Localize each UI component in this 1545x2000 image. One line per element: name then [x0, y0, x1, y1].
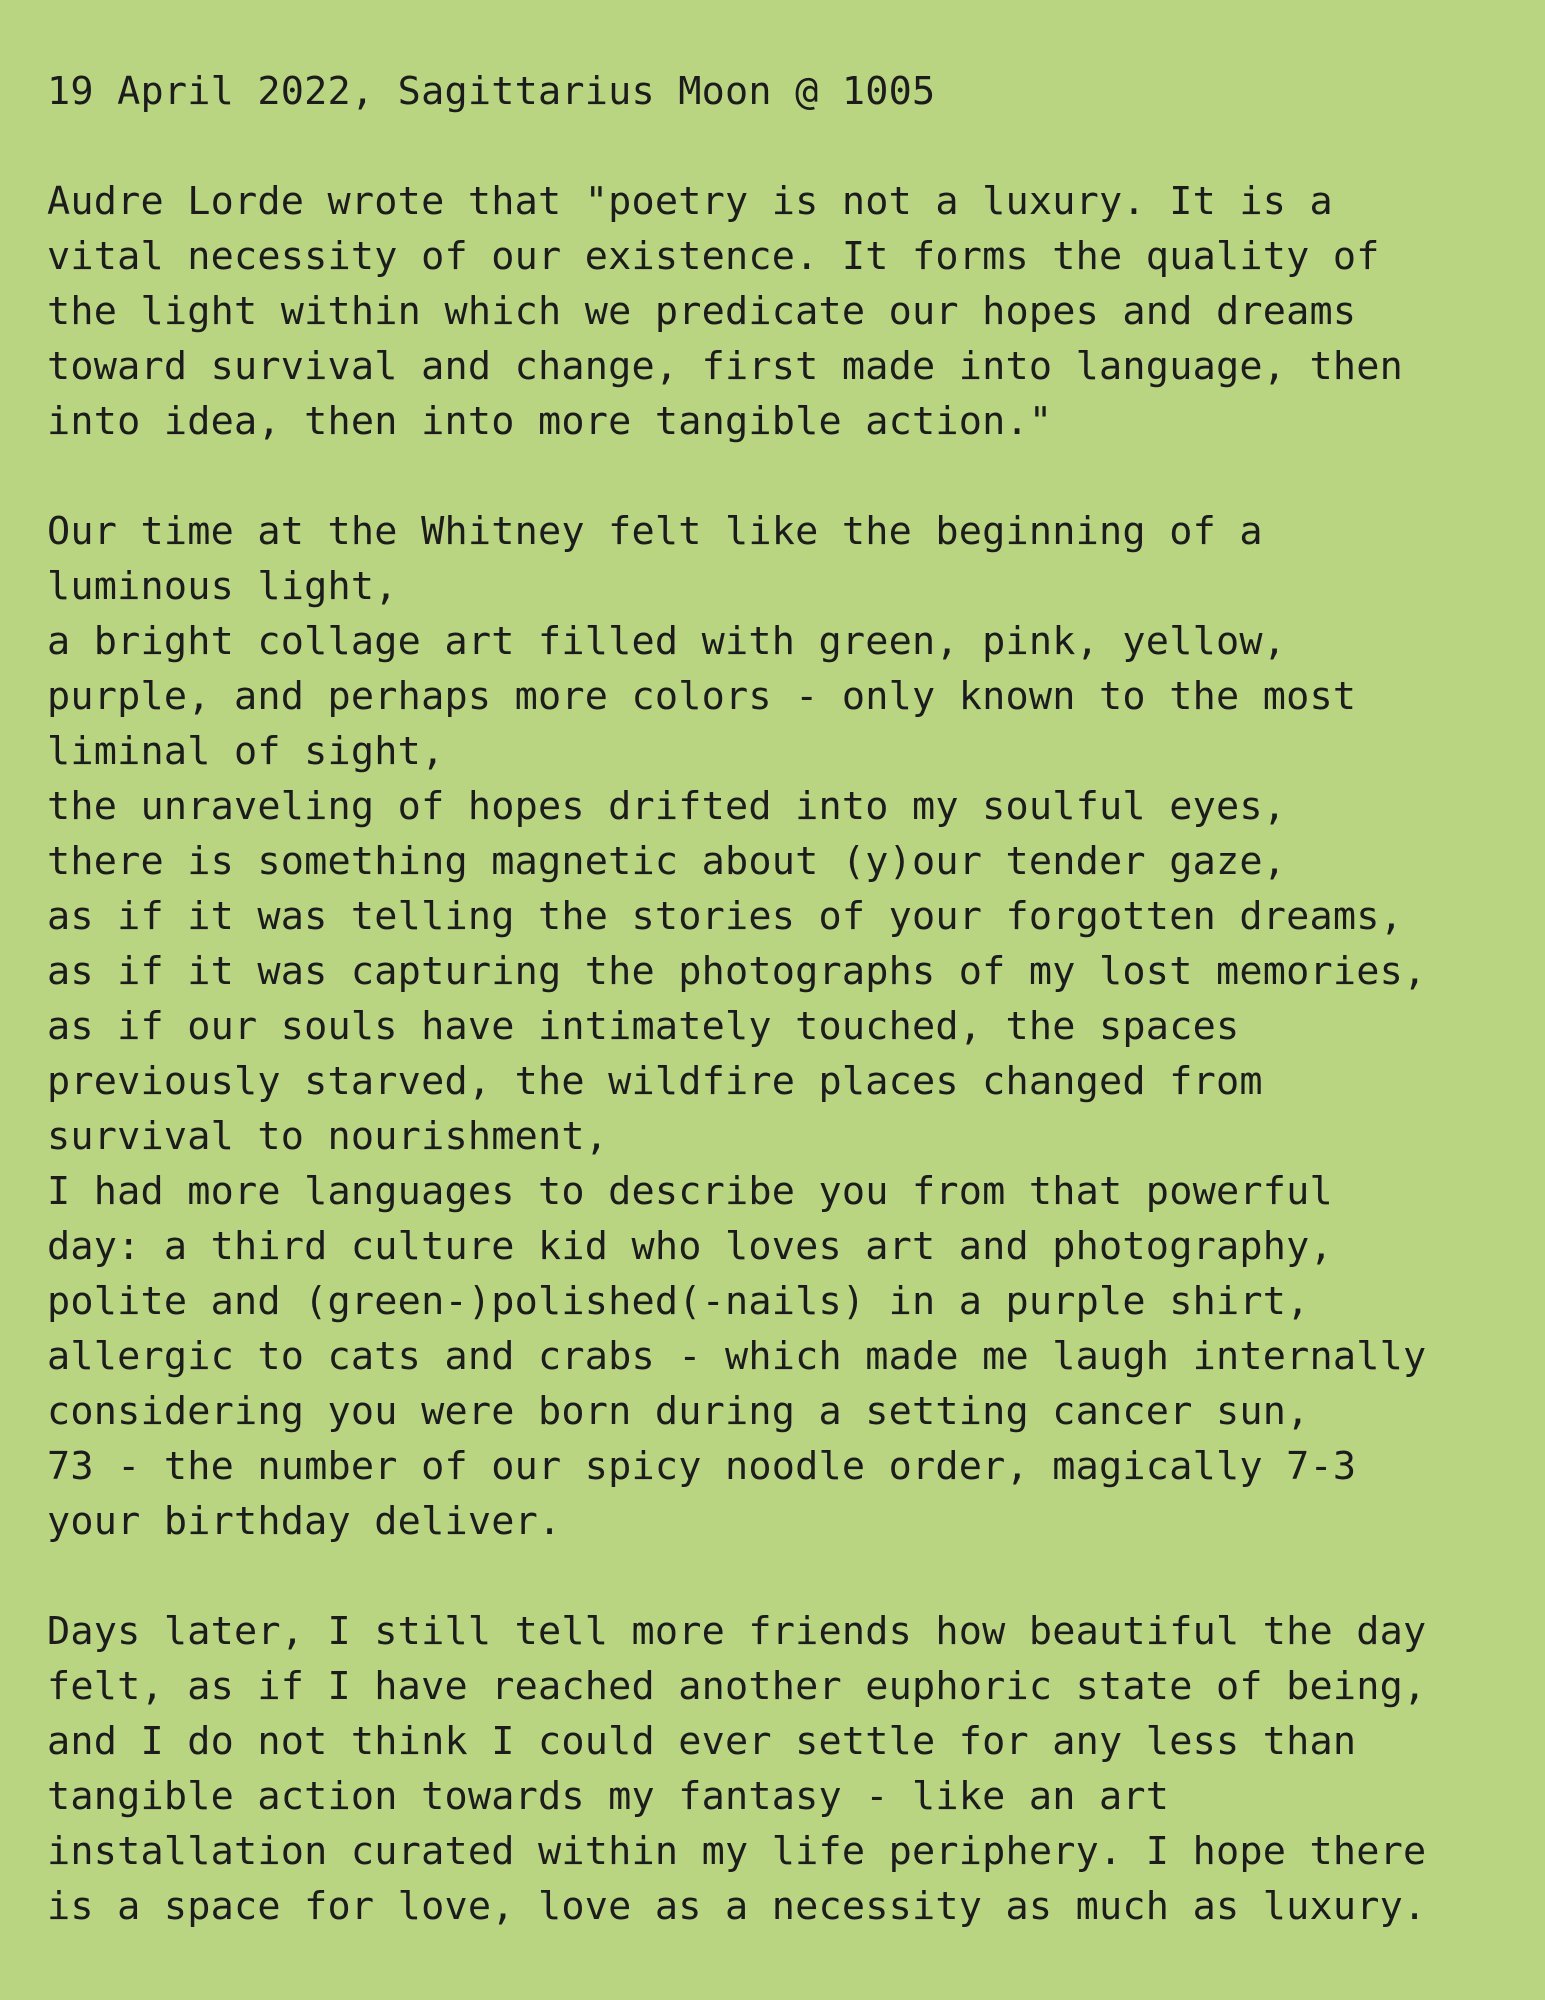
text-line: into idea, then into more tangible action." [47, 399, 1053, 444]
text-line: the light within which we predicate our hopes and dreams [47, 289, 1357, 334]
text-line: day: a third culture kid who loves art and photography, [47, 1224, 1333, 1269]
text-line: there is something magnetic about (y)our tender gaze, [47, 839, 1287, 884]
paragraph-whitney [47, 504, 1515, 1549]
text-line: installation curated within my life periphery. I hope there [47, 1829, 1427, 1874]
text-line: Our time at the Whitney felt like the beginning of a [47, 509, 1263, 554]
text-line: purple, and perhaps more colors - only known to the most [47, 674, 1357, 719]
spacer [47, 1549, 1515, 1604]
text-line: a bright collage art filled with green, pink, yellow, [47, 619, 1287, 664]
paragraph-days-later [47, 1604, 1515, 1934]
text-line: polite and (green-)polished(-nails) in a purple shirt, [47, 1279, 1310, 1324]
text-line: as if it was telling the stories of your forgotten dreams, [47, 894, 1403, 939]
text-line: 73 - the number of our spicy noodle order, magically 7-3 [47, 1444, 1357, 1489]
text-line: considering you were born during a setting cancer sun, [47, 1389, 1310, 1434]
text-line: felt, as if I have reached another euphoric state of being, [47, 1664, 1427, 1709]
paragraph-lorde-quote [47, 174, 1515, 449]
text-line: and I do not think I could ever settle for any less than [47, 1719, 1357, 1764]
text-line: your birthday deliver. [47, 1499, 562, 1544]
text-line: survival to nourishment, [47, 1114, 609, 1159]
text-line: liminal of sight, [47, 729, 445, 774]
text-line: Audre Lorde wrote that "poetry is not a luxury. It is a [47, 179, 1333, 224]
text-line: as if our souls have intimately touched, the spaces [47, 1004, 1240, 1049]
text-line: Days later, I still tell more friends how beautiful the day [47, 1609, 1427, 1654]
text-line: I had more languages to describe you from that powerful [47, 1169, 1333, 1214]
text-line: tangible action towards my fantasy - like an art [47, 1774, 1170, 1819]
text-line: vital necessity of our existence. It forms the quality of [47, 234, 1380, 279]
text-line: is a space for love, love as a necessity as much as luxury. [47, 1884, 1427, 1929]
spacer [47, 119, 1515, 174]
text-line: toward survival and change, first made into language, then [47, 344, 1403, 389]
spacer [47, 449, 1515, 504]
text-line: the unraveling of hopes drifted into my soulful eyes, [47, 784, 1287, 829]
text-line: previously starved, the wildfire places changed from [47, 1059, 1263, 1104]
text-line: allergic to cats and crabs - which made me laugh internally [47, 1334, 1427, 1379]
date-line: 19 April 2022, Sagittarius Moon @ 1005 [47, 69, 936, 114]
text-line: luminous light, [47, 564, 398, 609]
text-line: as if it was capturing the photographs of my lost memories, [47, 949, 1427, 994]
